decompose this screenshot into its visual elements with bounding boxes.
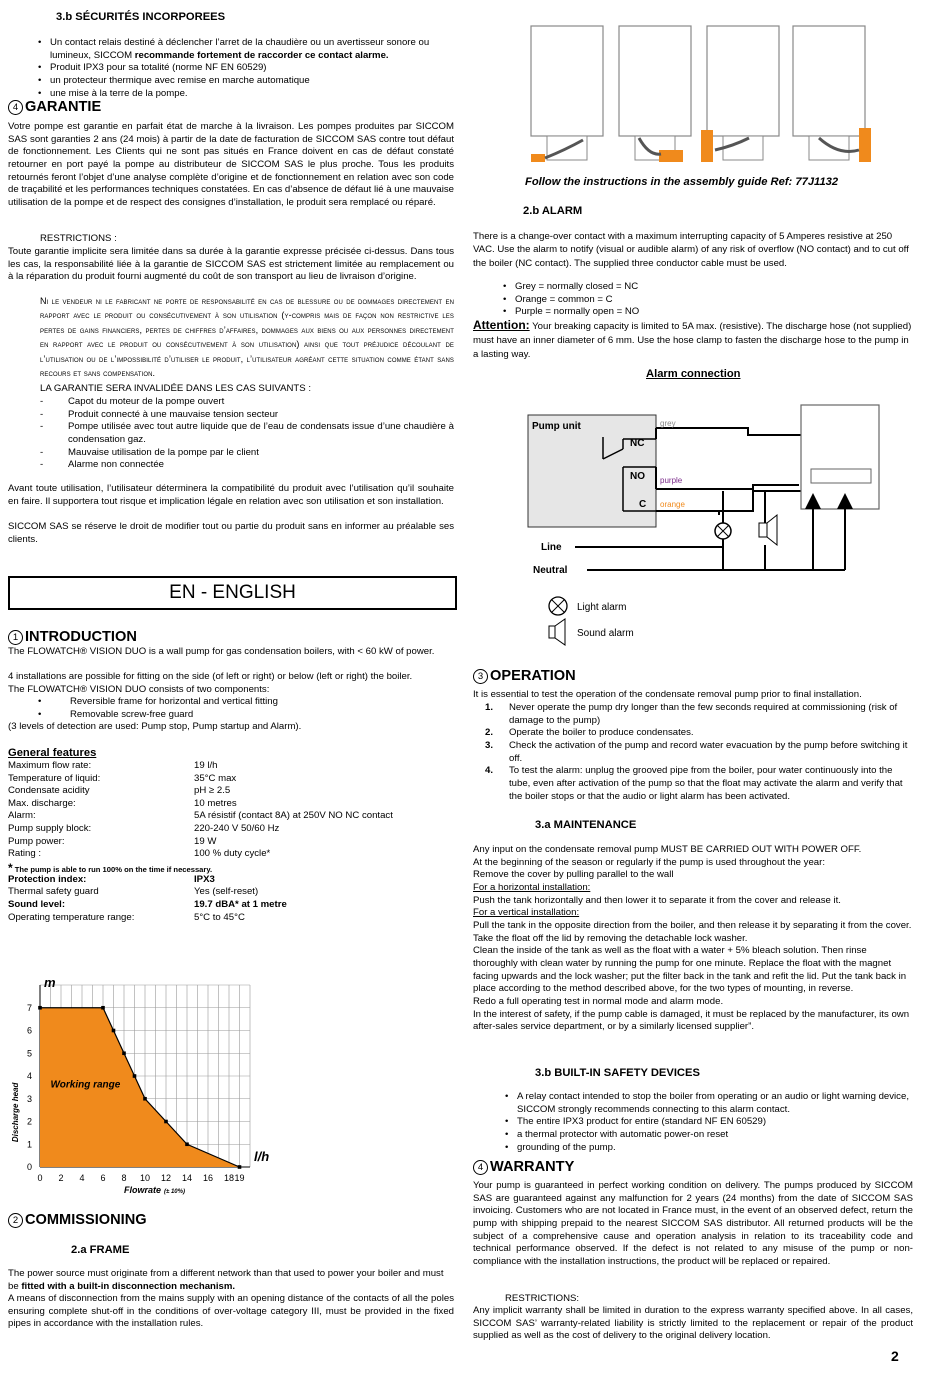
page-number: 2: [891, 1348, 899, 1364]
list-item: • une mise à la terre de la pompe.: [36, 88, 454, 101]
list-item: - Alarme non connectée: [8, 459, 454, 472]
warranty-heading: 4 WARRANTY: [473, 1158, 574, 1177]
y-tick-label: 1: [26, 1139, 32, 1150]
data-point: [185, 1142, 189, 1146]
operation-heading: 3 OPERATION: [473, 667, 576, 686]
data-point: [122, 1051, 126, 1055]
alarm-wiring-diagram: [523, 395, 913, 655]
x-unit-label: l/h: [254, 1149, 270, 1164]
fr-usage-text: Avant toute utilisation, l’utilisateur déterminera la compatibilité du produit avec l’utilisation qu’il souhaite en faire. Il supportera tout risque et implication légale en relation avec son utilisation et son installation.: [8, 483, 454, 507]
list-item: 3. Check the activation of the pump and record water evacuation by the pump before switching it off.: [485, 739, 908, 764]
fr-invalid-list: [8, 396, 454, 472]
y-axis-label: Discharge head: [11, 1082, 20, 1143]
operation-steps: [473, 702, 913, 803]
feature-row: Pump supply block: 220-240 V 50/60 Hz: [8, 822, 280, 834]
feature-row: Protection index: IPX3: [8, 873, 215, 885]
feature-row: Rating : 100 % duty cycle*: [8, 848, 271, 860]
y-tick-label: 7: [26, 1002, 32, 1013]
list-item: • Purple = normally open = NO: [501, 306, 911, 319]
language-banner: EN - ENGLISH: [8, 576, 457, 610]
x-tick-label: 12: [160, 1173, 172, 1183]
intro-heading: 1 INTRODUCTION: [8, 628, 137, 647]
nc-label: NC: [630, 438, 645, 449]
x-tick-label: 6: [100, 1173, 106, 1183]
list-item: • un protecteur thermique avec remise en marche automatique: [36, 75, 454, 88]
list-item: • Removable screw-free guard: [36, 709, 454, 722]
line-label: Line: [541, 542, 562, 553]
x-tick-label: 16: [202, 1173, 214, 1183]
no-label: NO: [630, 471, 645, 482]
list-item: • grounding of the pump.: [503, 1142, 913, 1155]
x-tick-label: 14: [181, 1173, 193, 1183]
boiler-symbol: [801, 405, 879, 509]
boiler-illustration-2: [619, 26, 691, 162]
attention-text: Attention: Your breaking capacity is limited to 5A max. (resistive). The discharge hose (not supplied) must have an inner diameter of 6 mm. Use the hose clamp to fasten the discharge hose to the pump in a lasting way.: [473, 318, 912, 361]
list-item: • A relay contact intended to stop the boiler from operating or an audio or light warning device, SICCOM strongly recommends connecting to this alarm contact.: [503, 1091, 913, 1116]
fr-safety-heading: 3.b SÉCURITÉS INCORPOREES: [56, 11, 226, 23]
fr-liability-text: Ni le vendeur ni le fabricant ne porte de responsabilité en cas de blessure ou de dommages directement en rapport avec le produit ou consécutivement à son utilisation (y-compris mais de façon non restrictive les pertes de gains financiers, pertes de chiffres d’affaires, dommages aux biens ou aux personnes directement en rapport avec le produit ou consécutivement à son utilisation) ainsi que tout préjudice découlant de l’utilisation ou de l’impossibilité d’utiliser le produit, l’utilisateur agréant cette situation comme étant sans recours et sans compensation.: [40, 296, 454, 378]
list-item: • Produit IPX3 pour sa totalité (norme NF EN 60529): [36, 62, 454, 75]
x-tick-label: 8: [121, 1173, 127, 1183]
feature-row: Maximum flow rate: 19 l/h: [8, 760, 218, 771]
assembly-illustrations: [529, 22, 891, 168]
frame-text-1: The power source must originate from a different network than that used to power your boiler and must be fitted with a built-in disconnection mechanism.: [8, 1268, 444, 1292]
feature-row: Condensate acidity pH ≥ 2.5: [8, 785, 231, 797]
warranty-restrictions-heading: RESTRICTIONS:: [505, 1293, 580, 1304]
features-heading: General features: [8, 747, 97, 759]
safety-devices-list: [503, 1091, 913, 1154]
fr-restrictions-heading: RESTRICTIONS :: [40, 233, 117, 244]
y-tick-label: 3: [26, 1093, 32, 1104]
features-table: [8, 760, 454, 924]
list-item: • a thermal protector with automatic power-on reset: [503, 1129, 913, 1142]
x-tick-label: 4: [79, 1173, 85, 1183]
list-item: 4. To test the alarm: unplug the grooved pipe from the boiler, pour water continuously into the tube, even after activation of the pump so that the float may activate the alarm and verify that the boiler stops or that the audio or light alarm has been activated.: [485, 765, 903, 802]
intro-text-4: (3 levels of detection are used: Pump stop, Pump startup and Alarm).: [8, 721, 302, 732]
orange-wire-label: orange: [660, 500, 685, 509]
boiler-illustration-1: [531, 26, 603, 162]
maintenance-text: Any input on the condensate removal pump MUST BE CARRIED OUT WITH POWER OFF. At the beginning of the season or regularly if the pump is used throughout the year: Remove the cover by pulling parallel to the wall For a horizontal installation: Push the tank horizontally and then lower it to separate it from the cover and release it. For a vertical installation: Pull the tank in the opposite direction from the boiler, and then release it by separating it from the cover. Take the float off the lid by removing the detachable lock washer. Clean the inside of the tank as well as the float with a water + 5% bleach solution. Then rinse thoroughly with clean water by running the pump for one minute. Replace the float with the magnet facing upwards and the lock washer; put the filter back in the tank and refit the lid. Put the tank back in place according to the method described above, for the two types of mounting, in reverse. Redo a full operating test in normal mode and alarm mode. In the interest of safety, if the pump cable is damaged, it must be replaced by the manufacturer, its own after-sales service department, or by a similarly licensed supplier”.: [473, 844, 912, 1033]
frame-heading: 2.a FRAME: [71, 1244, 130, 1256]
feature-row: Sound level: 19.7 dBA* at 1 metre: [8, 898, 287, 910]
x-tick-label: 2: [58, 1173, 64, 1183]
list-item: • The entire IPX3 product for entire (standard NF EN 60529): [503, 1116, 913, 1129]
feature-row: Alarm: 5A résistif (contact 8A) at 250V NO NC contact: [8, 810, 393, 822]
list-item: - Mauvaise utilisation de la pompe par le client: [8, 447, 454, 460]
data-point: [101, 1006, 105, 1010]
list-item: - Produit connecté à une mauvaise tension secteur: [8, 409, 454, 422]
operation-intro: It is essential to test the operation of the condensate removal pump prior to final installation.: [473, 689, 862, 700]
fr-restrictions-text: Toute garantie implicite sera limitée dans sa durée à la garantie expresse précisée ci-dessus. Dans tous les cas, la responsabilité liée à la garantie de SICCOM SAS est strictement limitée au remplacement ou à la réparation du produit fourni augmenté du coût de son transport au lieu de livraison d’origine.: [8, 246, 454, 283]
light-alarm-legend: Light alarm: [577, 602, 627, 613]
assembly-caption: Follow the instructions in the assembly guide Ref: 77J1132: [525, 176, 839, 188]
boiler-illustration-4: [793, 26, 871, 162]
c-label: C: [639, 499, 647, 510]
grey-wire-label: grey: [660, 419, 676, 428]
x-tick-label: 19: [234, 1173, 245, 1183]
fr-safety-list: [36, 37, 454, 100]
list-item: • Reversible frame for horizontal and vertical fitting: [36, 696, 454, 709]
feature-row: Max. discharge: 10 metres: [8, 797, 237, 809]
sound-alarm-legend: Sound alarm: [577, 628, 634, 639]
data-point: [38, 1006, 42, 1010]
fr-modify-text: SICCOM SAS se réserve le droit de modifier tout ou partie du produit sans en informer au préalable ses clients.: [8, 521, 454, 545]
fr-warranty-heading: 4 GARANTIE: [8, 98, 101, 117]
list-item: - Pompe utilisée avec tout autre liquide que de l’eau de condensats issue d’une chaudière à condensation gaz.: [8, 421, 454, 446]
alarm-connection-title: Alarm connection: [646, 368, 741, 380]
safety-devices-heading: 3.b BUILT-IN SAFETY DEVICES: [535, 1067, 700, 1079]
fr-warranty-text: Votre pompe est garantie en parfait état de marche à la livraison. Les pompes produites par SICCOM SAS sont garanties 2 ans (24 mois) à partir de la date de facturation de SICCOM SAS contre tout défaut de fonctionnement. Les Clients qui ne sont pas situés en France doivent en cas de défaut constaté retourner en port payé la pompe au distributeur de SICCOM SAS le plus proche. Tous les produits retournés feront l’objet d’une analyse complète d’origine et de fonctionnement en relation avec son code de traçabilité et les performances techniques constatées. En cas d’absence de défaut lié à une mauvaise utilisation de la pompe et de respect des consignes d’installation, le produit sera remplacé ou réparé.: [8, 121, 454, 208]
maintenance-heading: 3.a MAINTENANCE: [535, 819, 637, 831]
data-point: [112, 1029, 116, 1033]
feature-row: Thermal safety guard Yes (self-reset): [8, 886, 259, 898]
feature-row: Pump power: 19 W: [8, 835, 217, 847]
y-tick-label: 2: [26, 1116, 32, 1127]
list-item: - Capot du moteur de la pompe ouvert: [8, 396, 454, 409]
sound-alarm-symbol: [759, 523, 767, 537]
y-tick-label: 4: [26, 1071, 32, 1081]
data-point: [164, 1120, 168, 1124]
feature-note: * The pump is able to run 100% on the time if necessary.: [8, 860, 213, 875]
warranty-text: Your pump is guaranteed in perfect working condition on delivery. The pumps produced by SICCOM SAS are guaranteed against any malfunction for 2 years (24 months) from the date of SICCOM SAS invoicing. Customers who are not located in France must, in the event of an observed defect, return the pump with shipping prepaid to the nearest SICCOM SAS distributor. All returned products will be the subject of a comprehensive cause and operation analysis in relation to its traceability code and technical performance observed. If the defect is not related to any misuse of the pump or non-compliance with the installation instructions, the product will be replaced or repaired.: [473, 1180, 913, 1267]
data-point: [143, 1097, 147, 1101]
list-item: 1. Never operate the pump dry longer than the few seconds required at commissioning (risk of damage to the pump): [485, 702, 898, 726]
x-tick-label: 10: [139, 1173, 151, 1183]
fr-invalid-heading: LA GARANTIE SERA INVALIDÉE DANS LES CAS SUIVANTS :: [40, 383, 312, 394]
working-range-chart: [8, 958, 288, 1200]
pump-unit-label: Pump unit: [532, 421, 581, 432]
intro-text-1: The FLOWATCH® VISION DUO is a wall pump for gas condensation boilers, with < 60 kW of power.: [8, 646, 435, 657]
y-tick-label: 6: [26, 1025, 32, 1036]
data-point: [133, 1074, 137, 1078]
list-item: 2. Operate the boiler to produce condensates.: [485, 727, 694, 739]
x-axis-label: Flowrate (± 10%): [124, 1185, 185, 1195]
y-tick-label: 0: [26, 1162, 32, 1172]
data-point: [238, 1165, 242, 1169]
frame-text-2: A means of disconnection from the mains supply with an opening distance of the contacts of all the poles ensuring complete shut-off in the conditions of over-voltage category III, must be provided in the fixed pipes in accordance with the installation rules.: [8, 1293, 454, 1330]
neutral-label: Neutral: [533, 565, 568, 576]
boiler-illustration-3: [701, 26, 779, 162]
list-item: • Grey = normally closed = NC: [501, 281, 911, 294]
alarm-text: There is a change-over contact with a maximum interrupting capacity of 5 Amperes resistive at 250 VAC. Use the alarm to notify (visual or audible alarm) of any risk of overflow (NO contact) and to cut off the boiler (NC contact). The supplied three conductor cable must be used.: [473, 231, 909, 269]
list-item: • Orange = common = C: [501, 294, 911, 307]
x-tick-label: 18: [223, 1173, 235, 1183]
commissioning-heading: 2 COMMISSIONING: [8, 1211, 147, 1230]
feature-row: Operating temperature range: 5°C to 45°C: [8, 911, 245, 923]
x-tick-label: 0: [37, 1173, 43, 1183]
alarm-wire-list: [501, 281, 911, 319]
intro-text-2: 4 installations are possible for fitting on the side (of left or right) or below (left or right) the boiler.: [8, 671, 413, 682]
intro-text-3: The FLOWATCH® VISION DUO consists of two components:: [8, 684, 270, 695]
y-tick-label: 5: [26, 1048, 32, 1059]
alarm-heading: 2.b ALARM: [523, 205, 583, 217]
purple-wire-label: purple: [660, 476, 683, 485]
warranty-restrictions-text: Any implicit warranty shall be limited in duration to the express warranty specified above. In all cases, SICCOM SAS’ warranty-related liability is strictly limited to the replacement or repair of the product supplied as well as the cost of delivery to the original delivery location.: [473, 1305, 913, 1342]
y-unit-label: m: [44, 975, 56, 990]
feature-row: Temperature of liquid: 35°C max: [8, 772, 237, 784]
area-label: Working range: [50, 1079, 121, 1091]
list-item: • Un contact relais destiné à déclencher l’arret de la chaudière ou un avertisseur sonore ou lumineux, SICCOM recommande fortement de raccorder ce contact alarme.: [36, 37, 454, 62]
intro-components-list: [36, 696, 454, 721]
